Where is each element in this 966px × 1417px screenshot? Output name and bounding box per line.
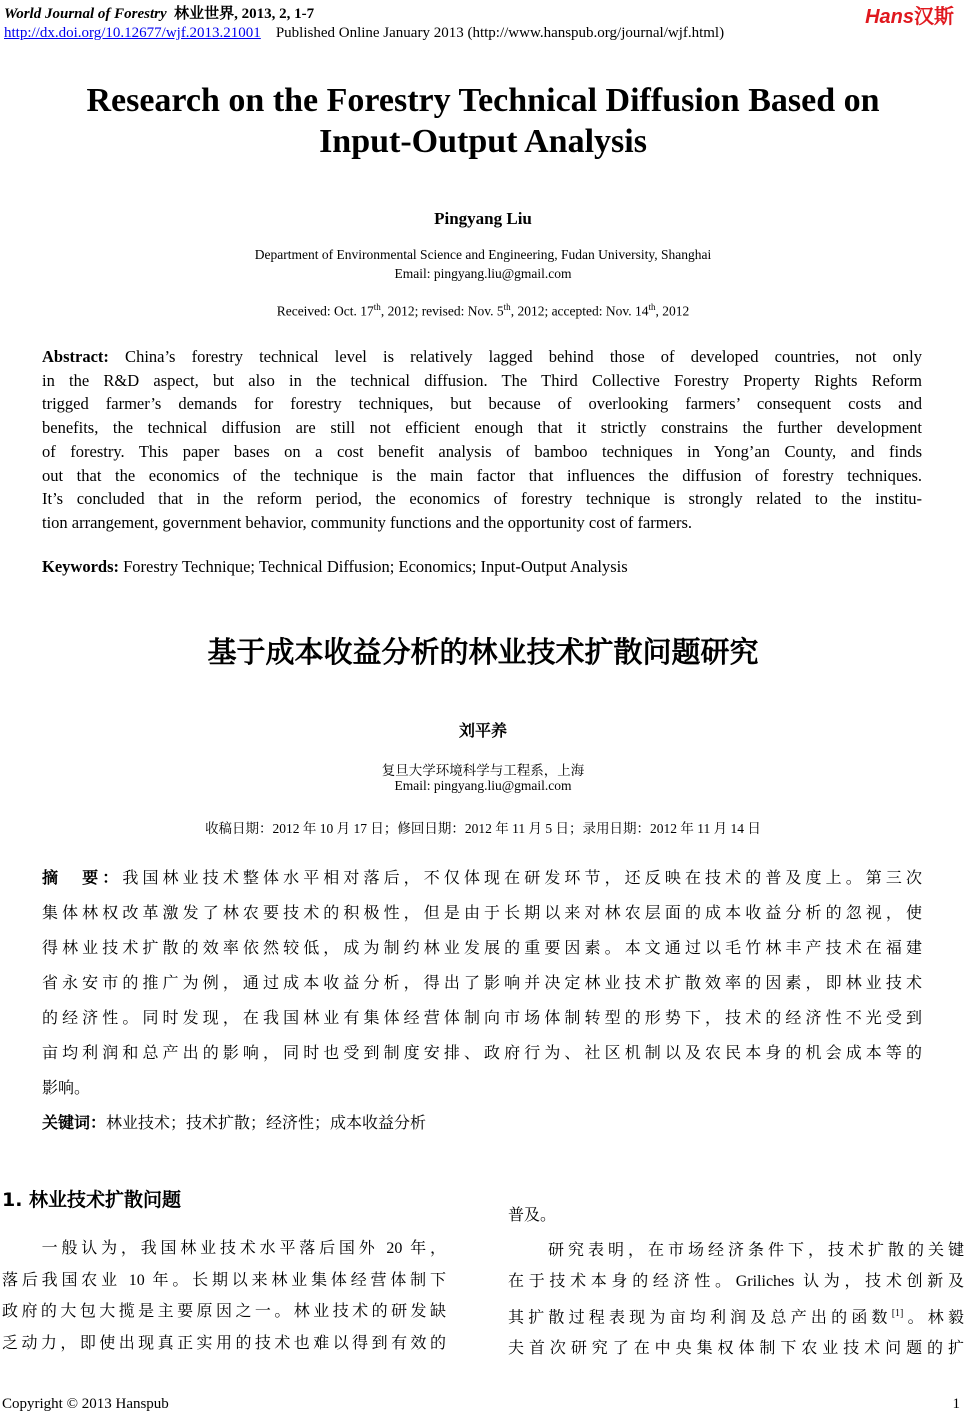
abstract [42,345,922,535]
body-line: 普及。 [508,1207,557,1224]
cn-abstract-line: 省永安市的推广为例，通过成本收益分析，得出了影响并决定林业技术扩散效率的因素，即林业技术 [42,975,922,992]
cn-abstract-line: 摘 要：我国林业技术整体水平相对落后，不仅体现在研发环节，还反映在技术的普及度上。第三次 [42,868,922,887]
page-number: 1 [952,1396,960,1412]
paper-title-line: Research on the Forestry Technical Diffusion Based on [86,82,880,119]
citation-1[interactable]: [1] [891,1307,904,1319]
journal-header [4,2,314,23]
cn-abstract-line: 集体林权改革激发了林农要技术的积极性，但是由于长期以来对林农层面的成本收益分析的忽视，使 [42,905,922,922]
abstract-line: Abstract: China’s forestry technical level is relatively lagged behind those of developed countries, not only [42,347,922,366]
body-line: 政府的大包大揽是主要原因之一。林业技术的研发缺 [2,1303,446,1320]
author: Pingyang Liu [434,209,532,228]
cn-affiliation: 复旦大学环境科学与工程系，上海 [381,763,585,778]
body-line: 夫首次研究了在中央集权体制下农业技术问题的扩 [508,1340,964,1358]
journal-name: World Journal of Forestry [4,6,167,22]
body-line: 落后我国农业 10 年。长期以来林业集体经营体制下 [2,1271,446,1289]
journal-issue: 林业世界, 2013, 2, 1-7 [174,6,315,22]
paper-title-line: Input-Output Analysis [319,123,647,160]
cn-abstract-line: 的经济性。同时发现，在我国林业有集体经营体制向市场体制转型的形势下，技术的经济性不光受到 [42,1010,922,1027]
copyright: Copyright © 2013 Hanspub [2,1396,169,1412]
received-dates: Received: Oct. 17th, 2012; revised: Nov. 5th, 2012; accepted: Nov. 14th, 2012 [276,302,690,319]
doi-line [4,25,724,42]
body-line: 其扩散过程表现为亩均利润及总产出的函数[1]。林毅 [508,1307,964,1326]
abstract-line: tion arrangement, government behavior, community functions and the opportunity cost of farmers. [42,512,693,532]
right-column [508,1200,964,1365]
abstract-line: out that the economics of the technique is the main factor that influences the diffusion of forestry techniques. [42,465,922,485]
doi-link[interactable]: http://dx.doi.org/10.12677/wjf.2013.21001 [4,25,261,41]
cn-abstract [42,860,922,1106]
cn-keywords: 关键词：林业技术；技术扩散；经济性；成本收益分析 [42,1113,427,1132]
body-line: 在于技术本身的经济性。Griliches 认为，技术创新及 [508,1273,964,1290]
cn-abstract-line: 影响。 [42,1080,91,1097]
cn-abstract-line: 亩均利润和总产出的影响，同时也受到制度安排、政府行为、社区机制以及农民本身的机会成本等的 [42,1045,922,1062]
cn-title: 基于成本收益分析的林业技术扩散问题研究 [207,635,759,669]
published-info: Published Online January 2013 (http://www.hanspub.org/journal/wjf.html) [275,25,725,41]
hans-logo: Hans汉斯 [865,6,954,28]
cn-email: Email: pingyang.liu@gmail.com [394,778,572,793]
affiliation: Department of Environmental Science and Engineering, Fudan University, Shanghai [254,247,712,262]
section-heading: 1. 林业技术扩散问题 [2,1189,182,1211]
abstract-line: benefits, the technical diffusion are still not efficient enough that it strictly constrains the further development [42,418,922,438]
abstract-line: It’s concluded that in the reform period, the economics of forestry technique is strongly related to the institu- [42,489,922,509]
body-line: 乏动力，即使出现真正实用的技术也难以得到有效的 [2,1334,446,1352]
body-line: 研究表明，在市场经济条件下，技术扩散的关键 [508,1241,964,1259]
abstract-line: in the R&D aspect, but also in the technical diffusion. The Third Collective Forestry Property Rights Reform [42,370,922,390]
email: Email: pingyang.liu@gmail.com [394,266,572,281]
cn-abstract-line: 得林业技术扩散的效率依然较低，成为制约林业发展的重要因素。本文通过以毛竹林丰产技术在福建 [42,940,922,957]
cn-author: 刘平养 [458,723,507,740]
keywords: Keywords: Forestry Technique; Technical Diffusion; Economics; Input-Output Analysis [42,557,628,576]
left-column [2,1233,446,1359]
cn-dates: 收稿日期：2012 年 10 月 17 日；修回日期：2012 年 11 月 5 日；录用日期：2012 年 11 月 14 日 [205,821,761,836]
abstract-line: trigged farmer’s demands for forestry techniques, but because of overlooking farmers’ consequent costs and [42,394,922,414]
abstract-line: of forestry. This paper bases on a cost benefit analysis of bamboo techniques in Yong’an County, and finds [42,441,922,461]
body-line: 一般认为，我国林业技术水平落后国外 20 年， [2,1240,446,1257]
